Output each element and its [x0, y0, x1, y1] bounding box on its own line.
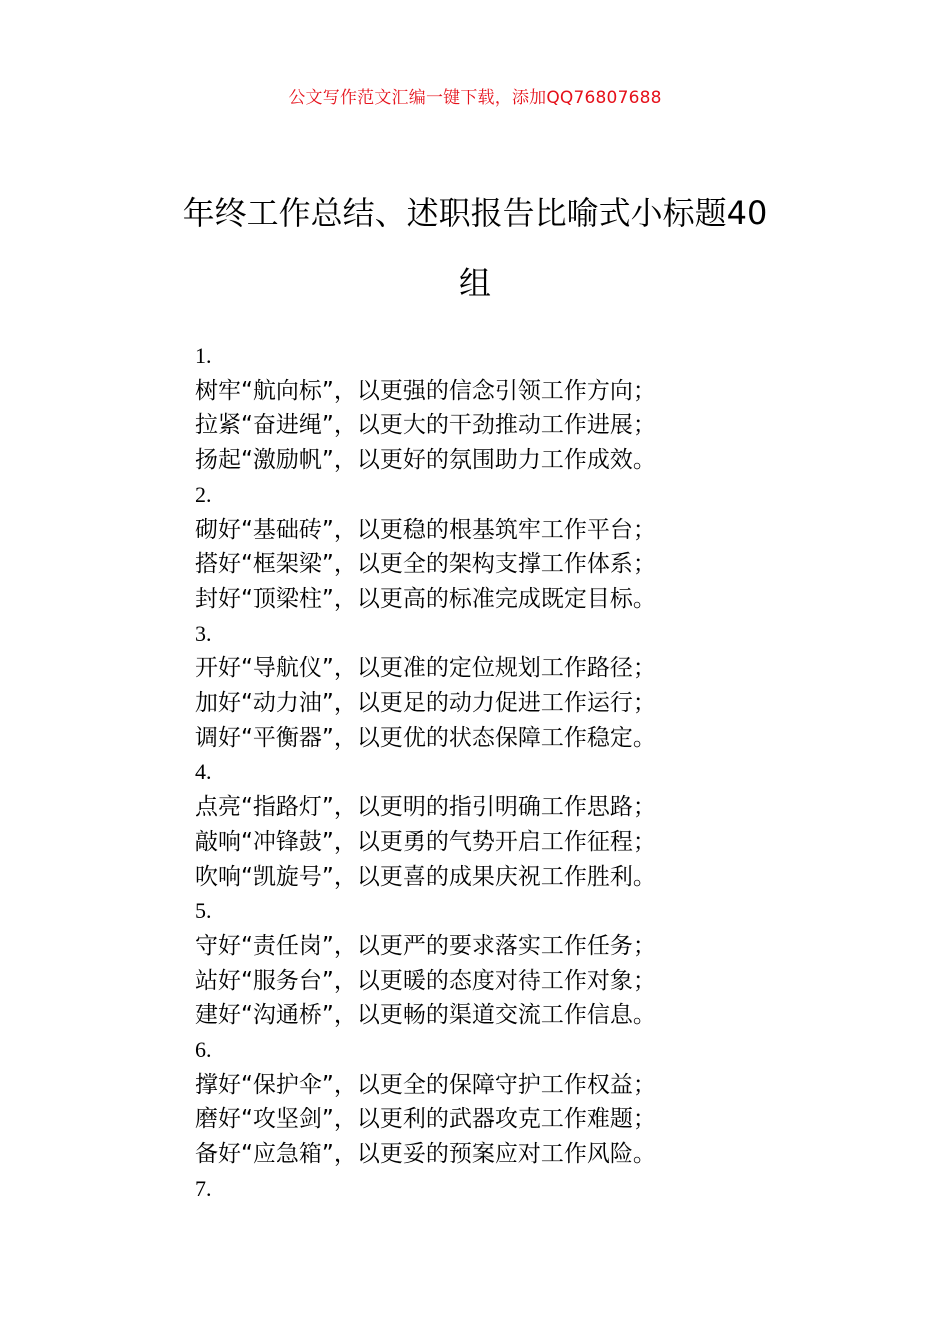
header-promo-text: 公文写作范文汇编一键下载，添加QQ76807688 — [288, 88, 662, 108]
list-item: 备好“应急箱”，以更妥的预案应对工作风险。 — [195, 1141, 656, 1168]
title-line-1: 年终工作总结、述职报告比喻式小标题40 — [182, 194, 768, 232]
list-item: 守好“责任岗”，以更严的要求落实工作任务； — [195, 932, 656, 959]
group-number: 4. — [195, 759, 212, 785]
group-number: 1. — [195, 343, 212, 368]
title-line-2: 组 — [458, 264, 491, 302]
list-item: 站好“服务台”，以更暖的态度对待工作对象； — [195, 967, 656, 994]
list-item: 搭好“框架梁”，以更全的架构支撑工作体系； — [195, 551, 656, 578]
group-7 — [195, 1172, 815, 1207]
list-item: 开好“导航仪”，以更准的定位规划工作路径； — [195, 655, 656, 682]
group-number: 7. — [195, 1175, 212, 1201]
list-item: 吹响“凯旋号”，以更喜的成果庆祝工作胜利。 — [195, 863, 656, 890]
list-item: 扬起“激励帆”，以更好的氛围助力工作成效。 — [195, 447, 656, 474]
group-4 — [195, 755, 815, 894]
group-number: 3. — [195, 620, 212, 646]
list-item: 拉紧“奋进绳”，以更大的干劲推动工作进展； — [195, 412, 656, 439]
document-title — [140, 178, 810, 318]
group-6 — [195, 1033, 815, 1172]
group-3 — [195, 617, 815, 756]
list-item: 封好“顶梁柱”，以更高的标准完成既定目标。 — [195, 585, 656, 612]
list-item: 调好“平衡器”，以更优的状态保障工作稳定。 — [195, 724, 656, 751]
group-number: 2. — [195, 481, 212, 507]
list-item: 树牢“航向标”，以更强的信念引领工作方向； — [195, 377, 656, 404]
group-1 — [195, 339, 815, 478]
list-item: 砌好“基础砖”，以更稳的根基筑牢工作平台； — [195, 516, 656, 543]
list-item: 点亮“指路灯”，以更明的指引明确工作思路； — [195, 794, 656, 821]
list-item: 撑好“保护伞”，以更全的保障守护工作权益； — [195, 1071, 656, 1098]
list-item: 建好“沟通桥”，以更畅的渠道交流工作信息。 — [195, 1002, 656, 1029]
list-item: 加好“动力油”，以更足的动力促进工作运行； — [195, 690, 656, 717]
group-number: 6. — [195, 1037, 212, 1063]
content-list — [195, 339, 815, 1207]
list-item: 敲响“冲锋鼓”，以更勇的气势开启工作征程； — [195, 828, 656, 855]
list-item: 磨好“攻坚剑”，以更利的武器攻克工作难题； — [195, 1106, 656, 1133]
group-2 — [195, 478, 815, 617]
group-number: 5. — [195, 898, 212, 924]
group-5 — [195, 894, 815, 1033]
